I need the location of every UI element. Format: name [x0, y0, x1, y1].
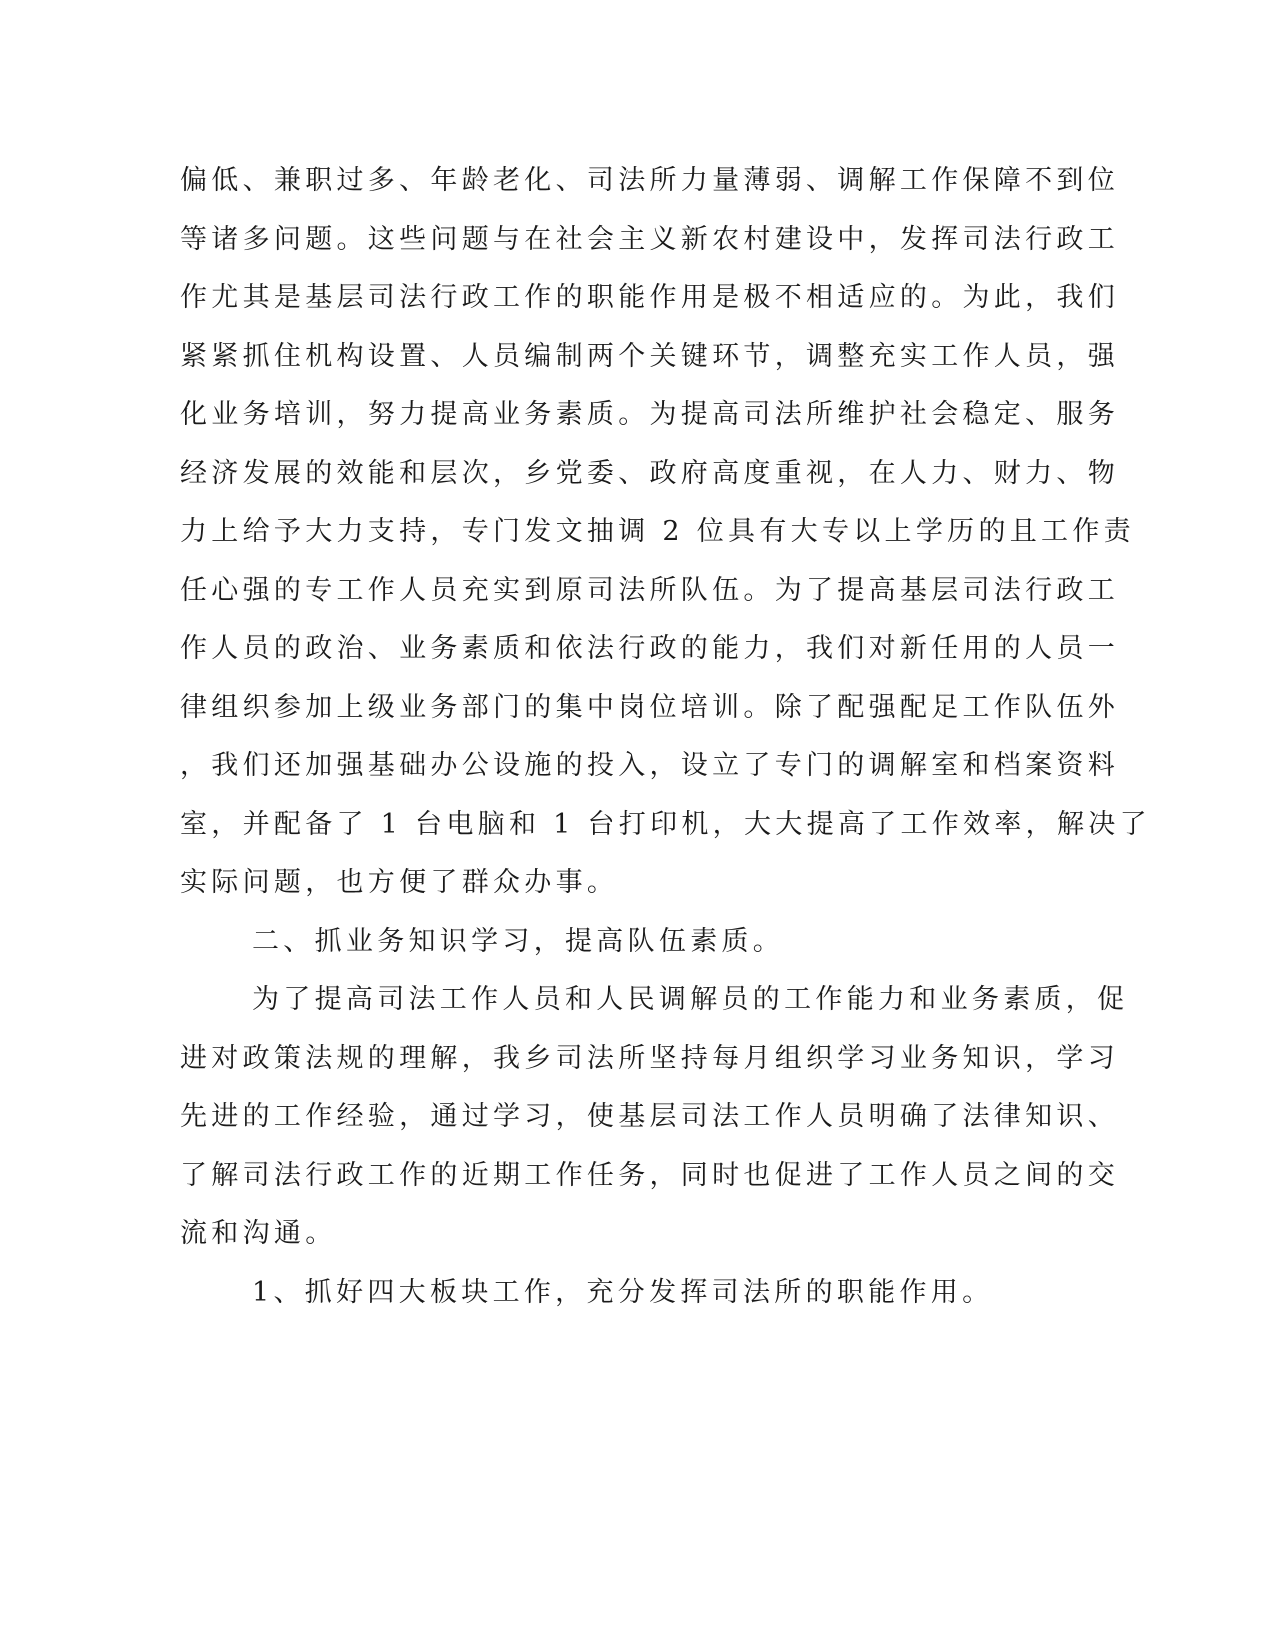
section-heading: 二、抓业务知识学习，提高队伍素质。: [252, 926, 785, 957]
text-line: 偏低、兼职过多、年龄老化、司法所力量薄弱、调解工作保障不到位: [180, 165, 1119, 196]
text-line: 实际问题，也方便了群众办事。: [180, 867, 619, 898]
text-line: 任心强的专工作人员充实到原司法所队伍。为了提高基层司法行政工: [180, 575, 1119, 606]
text-line: 了解司法行政工作的近期工作任务，同时也促进了工作人员之间的交: [180, 1160, 1119, 1191]
text-line: 作尤其是基层司法行政工作的职能作用是极不相适应的。为此，我们: [180, 282, 1119, 313]
section-heading: 1、抓好四大板块工作，充分发挥司法所的职能作用。: [252, 1277, 994, 1308]
text-line: 律组织参加上级业务部门的集中岗位培训。除了配强配足工作队伍外: [180, 692, 1119, 723]
text-line: 经济发展的效能和层次，乡党委、政府高度重视，在人力、财力、物: [180, 458, 1119, 489]
text-line: 作人员的政治、业务素质和依法行政的能力，我们对新任用的人员一: [180, 633, 1119, 664]
text-line: ，我们还加强基础办公设施的投入，设立了专门的调解室和档案资料: [180, 750, 1119, 781]
text-line: 力上给予大力支持，专门发文抽调 2 位具有大专以上学历的且工作责: [180, 516, 1135, 547]
text-line: 进对政策法规的理解，我乡司法所坚持每月组织学习业务知识，学习: [180, 1043, 1119, 1074]
text-line: 紧紧抓住机构设置、人员编制两个关键环节，调整充实工作人员，强: [180, 341, 1119, 372]
text-line: 化业务培训，努力提高业务素质。为提高司法所维护社会稳定、服务: [180, 399, 1119, 430]
text-line: 等诸多问题。这些问题与在社会主义新农村建设中，发挥司法行政工: [180, 224, 1119, 255]
text-line: 为了提高司法工作人员和人民调解员的工作能力和业务素质，促: [252, 984, 1129, 1015]
text-line: 先进的工作经验，通过学习，使基层司法工作人员明确了法律知识、: [180, 1101, 1119, 1132]
text-line: 室，并配备了 1 台电脑和 1 台打印机，大大提高了工作效率，解决了: [180, 809, 1151, 840]
text-line: 流和沟通。: [180, 1218, 337, 1249]
